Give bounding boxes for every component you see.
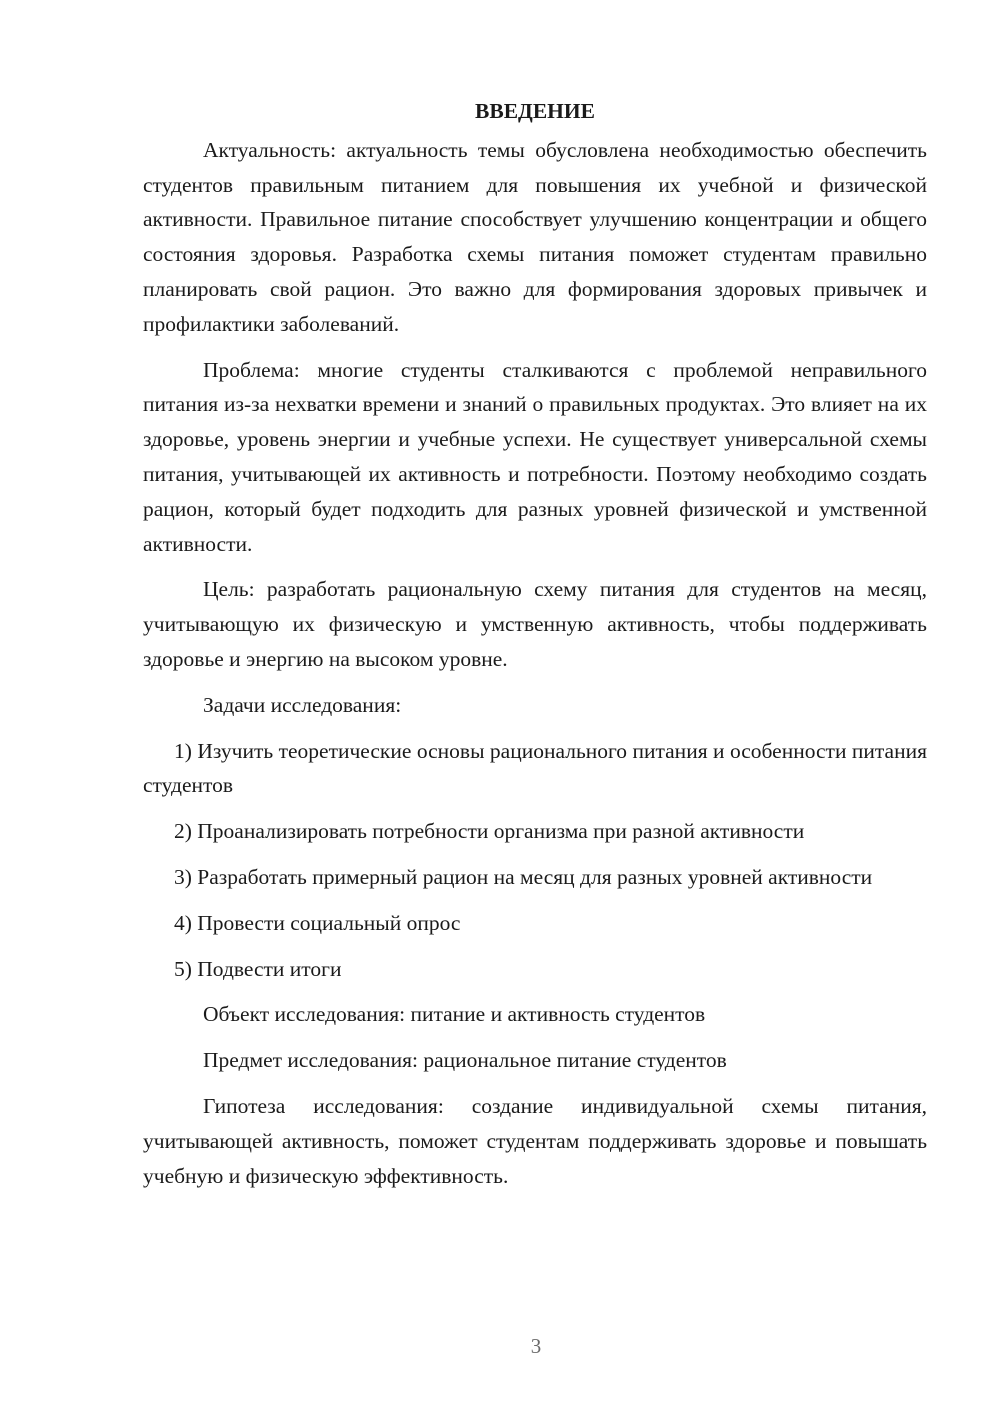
problem-paragraph: Проблема: многие студенты сталкиваются с проблемой неправильного питания из-за нехватки времени и знаний о правильных продуктах. Это влияет на их здоровье, уровень энергии и учебные успехи. Не существует универсальной схемы питания, учитывающей их активность и потребности. Поэтому необходимо создать рацион, который будет подходить для разных уровней физической и умственной активности. <box>143 357 927 556</box>
task-item-5: 5) Подвести итоги <box>174 956 342 981</box>
tasks-heading: Задачи исследования: <box>203 692 402 717</box>
research-object: Объект исследования: питание и активность студентов <box>203 1002 706 1027</box>
page-number: 3 <box>530 1334 542 1358</box>
relevance-paragraph: Актуальность: актуальность темы обусловлена необходимостью обеспечить студентов правильным питанием для повышения их учебной и физической активности. Правильное питание способствует улучшению концентрации и общего состояния здоровья. Разработка схемы питания поможет студентам правильно планировать свой рацион. Это важно для формирования здоровых привычек и профилактики заболеваний. <box>143 137 927 336</box>
research-hypothesis: Гипотеза исследования: создание индивидуальной схемы питания, учитывающей активность, поможет студентам поддерживать здоровье и повышать учебную и физическую эффективность. <box>143 1093 927 1188</box>
task-item-1: 1) Изучить теоретические основы рационального питания и особенности питания студентов <box>143 738 927 798</box>
task-item-4: 4) Провести социальный опрос <box>174 910 461 935</box>
document-page <box>143 94 927 1193</box>
task-item-2: 2) Проанализировать потребности организма при разной активности <box>174 819 805 844</box>
research-subject: Предмет исследования: рациональное питание студентов <box>203 1048 727 1073</box>
task-item-3: 3) Разработать примерный рацион на месяц для разных уровней активности <box>174 864 873 889</box>
section-heading: ВВЕДЕНИЕ <box>475 99 595 123</box>
goal-paragraph: Цель: разработать рациональную схему питания для студентов на месяц, учитывающую их физическую и умственную активность, чтобы поддерживать здоровье и энергию на высоком уровне. <box>143 577 927 671</box>
